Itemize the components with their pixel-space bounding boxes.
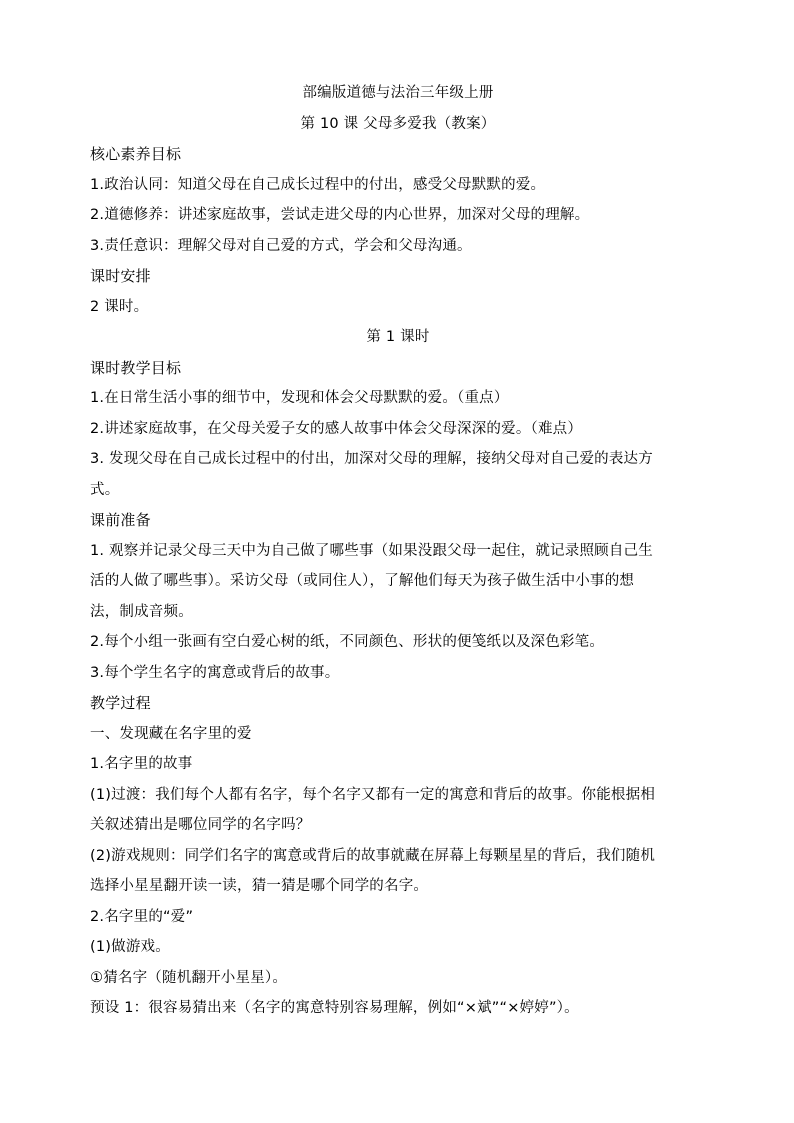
paragraph: 1.政治认同：知道父母在自己成长过程中的付出，感受父母默默的爱。 <box>90 176 546 193</box>
paragraph: 3. 发现父母在自己成长过程中的付出，加深对父母的理解，接纳父母对自己爱的表达方 <box>90 451 653 467</box>
lesson-period-title: 第 1 课时 <box>366 329 430 345</box>
paragraph: 预设 1：很容易猜出来（名字的寓意特别容易理解，例如“×斌”“×婷婷”）。 <box>90 1000 579 1016</box>
paragraph: 1.名字里的故事 <box>90 756 193 772</box>
section-heading: 核心素养目标 <box>90 145 182 163</box>
paragraph: ①猜名字（随机翻开小星星）。 <box>90 969 288 986</box>
paragraph: 2.名字里的“爱” <box>90 908 194 925</box>
paragraph: 关叙述猜出是哪位同学的名字吗？ <box>90 817 311 833</box>
paragraph: 3.责任意识：理解父母对自己爱的方式，学会和父母沟通。 <box>90 237 472 254</box>
paragraph: 2 课时。 <box>90 298 149 315</box>
paragraph: 选择小星星翻开读一读，猜一猜是哪个同学的名字。 <box>90 878 429 894</box>
section-heading: 教学过程 <box>90 694 151 712</box>
document-title: 部编版道德与法治三年级上册 <box>302 85 494 101</box>
paragraph: 1.在日常生活小事的细节中，发现和体会父母默默的爱。（重点） <box>90 390 509 406</box>
paragraph: 3.每个学生名字的寓意或背后的故事。 <box>90 664 340 681</box>
section-heading: 课前准备 <box>90 511 151 529</box>
paragraph: 1. 观察并记录父母三天中为自己做了哪些事（如果没跟父母一起住，就记录照顾自己生 <box>90 542 653 559</box>
paragraph: 活的人做了哪些事）。采访父母（或同住人），了解他们每天为孩子做生活中小事的想 <box>90 573 635 589</box>
paragraph: (1)过渡：我们每个人都有名字，每个名字又都有一定的寓意和背后的故事。你能根据相 <box>90 786 656 803</box>
section-heading: 课时教学目标 <box>90 358 182 377</box>
paragraph: 2.道德修养：讲述家庭故事，尝试走进父母的内心世界，加深对父母的理解。 <box>90 207 590 223</box>
document-subtitle: 第 10 课 父母多爱我（教案） <box>300 115 496 132</box>
section-heading: 课时安排 <box>90 267 151 285</box>
paragraph: (1)做游戏。 <box>90 939 170 955</box>
paragraph: 2.每个小组一张画有空白爱心树的纸，不同颜色、形状的便笺纸以及深色彩笔。 <box>90 634 605 650</box>
paragraph: 2.讲述家庭故事，在父母关爱子女的感人故事中体会父母深深的爱。（难点） <box>90 420 583 437</box>
paragraph: 法，制成音频。 <box>90 603 193 620</box>
document-body <box>90 78 706 1024</box>
paragraph: 一、发现藏在名字里的爱 <box>90 725 252 742</box>
paragraph: (2)游戏规则：同学们名字的寓意或背后的故事就藏在屏幕上每颗星星的背后，我们随机 <box>90 847 656 864</box>
paragraph: 式。 <box>90 481 120 498</box>
